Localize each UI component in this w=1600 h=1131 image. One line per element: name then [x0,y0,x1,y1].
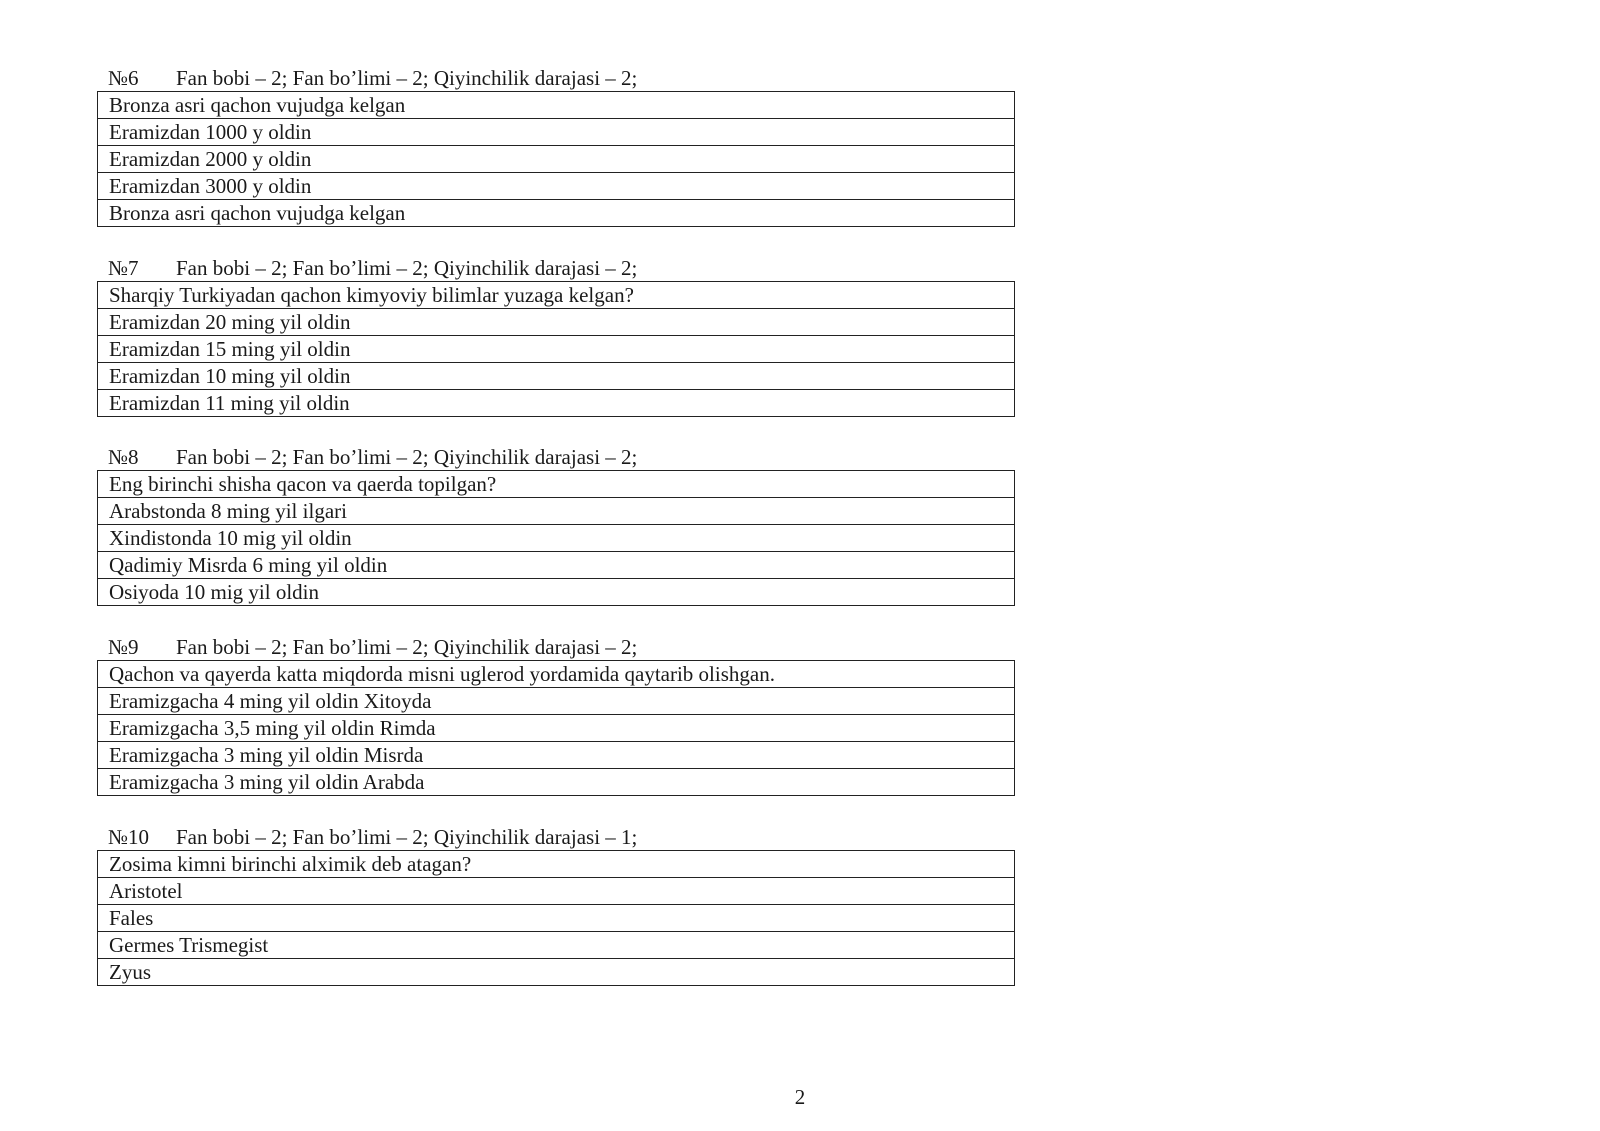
question-table [97,470,1015,606]
question-meta: Fan bobi – 2; Fan bo’limi – 2; Qiyinchilik darajasi – 2; [176,445,638,469]
answer-option: Osiyoda 10 mig yil oldin [98,578,1014,605]
question-table [97,281,1015,417]
question-table [97,850,1015,986]
answer-option: Eramizgacha 3,5 ming yil oldin Rimda [98,714,1014,741]
answer-option: Arabstonda 8 ming yil ilgari [98,497,1014,524]
answer-option: Eramizdan 3000 y oldin [98,172,1014,199]
question-number: №9 [108,635,139,659]
answer-option: Xindistonda 10 mig yil oldin [98,524,1014,551]
answer-option: Eramizdan 10 ming yil oldin [98,362,1014,389]
answer-option: Eramizdan 15 ming yil oldin [98,335,1014,362]
question-block-6 [97,65,1015,227]
question-text: Zosima kimni birinchi alximik deb atagan? [109,852,472,876]
answer-option: Aristotel [98,877,1014,904]
answer-option: Eramizdan 11 ming yil oldin [98,389,1014,416]
question-text: Bronza asri qachon vujudga kelgan [109,93,406,117]
question-number: №8 [108,445,139,469]
answer-option: Qadimiy Misrda 6 ming yil oldin [98,551,1014,578]
answer-option: Eramizgacha 4 ming yil oldin Xitoyda [98,687,1014,714]
question-text: Sharqiy Turkiyadan qachon kimyoviy bilimlar yuzaga kelgan? [109,283,634,307]
question-header [97,65,1015,91]
page-number: 2 [794,1085,806,1109]
answer-option: Eramizdan 1000 y oldin [98,118,1014,145]
question-block-8 [97,444,1015,606]
question-meta: Fan bobi – 2; Fan bo’limi – 2; Qiyinchilik darajasi – 1; [176,825,638,849]
answer-option: Zyus [98,958,1014,985]
question-table [97,91,1015,227]
question-block-7 [97,255,1015,417]
question-meta: Fan bobi – 2; Fan bo’limi – 2; Qiyinchilik darajasi – 2; [176,256,638,280]
question-meta: Fan bobi – 2; Fan bo’limi – 2; Qiyinchilik darajasi – 2; [176,66,638,90]
answer-option: Germes Trismegist [98,931,1014,958]
question-text: Qachon va qayerda katta miqdorda misni uglerod yordamida qaytarib olishgan. [109,662,775,686]
question-header [97,634,1015,660]
question-text: Eng birinchi shisha qacon va qaerda topilgan? [109,472,497,496]
question-table [97,660,1015,796]
question-header [97,255,1015,281]
answer-option: Fales [98,904,1014,931]
answer-option: Bronza asri qachon vujudga kelgan [98,199,1014,226]
answer-option: Eramizdan 20 ming yil oldin [98,308,1014,335]
question-block-9 [97,634,1015,796]
question-meta: Fan bobi – 2; Fan bo’limi – 2; Qiyinchilik darajasi – 2; [176,635,638,659]
question-number: №6 [108,66,139,90]
question-header [97,444,1015,470]
question-block-10 [97,824,1015,986]
question-header [97,824,1015,850]
question-number: №10 [108,825,150,849]
answer-option: Eramizdan 2000 y oldin [98,145,1014,172]
answer-option: Eramizgacha 3 ming yil oldin Arabda [98,768,1014,795]
question-number: №7 [108,256,139,280]
answer-option: Eramizgacha 3 ming yil oldin Misrda [98,741,1014,768]
